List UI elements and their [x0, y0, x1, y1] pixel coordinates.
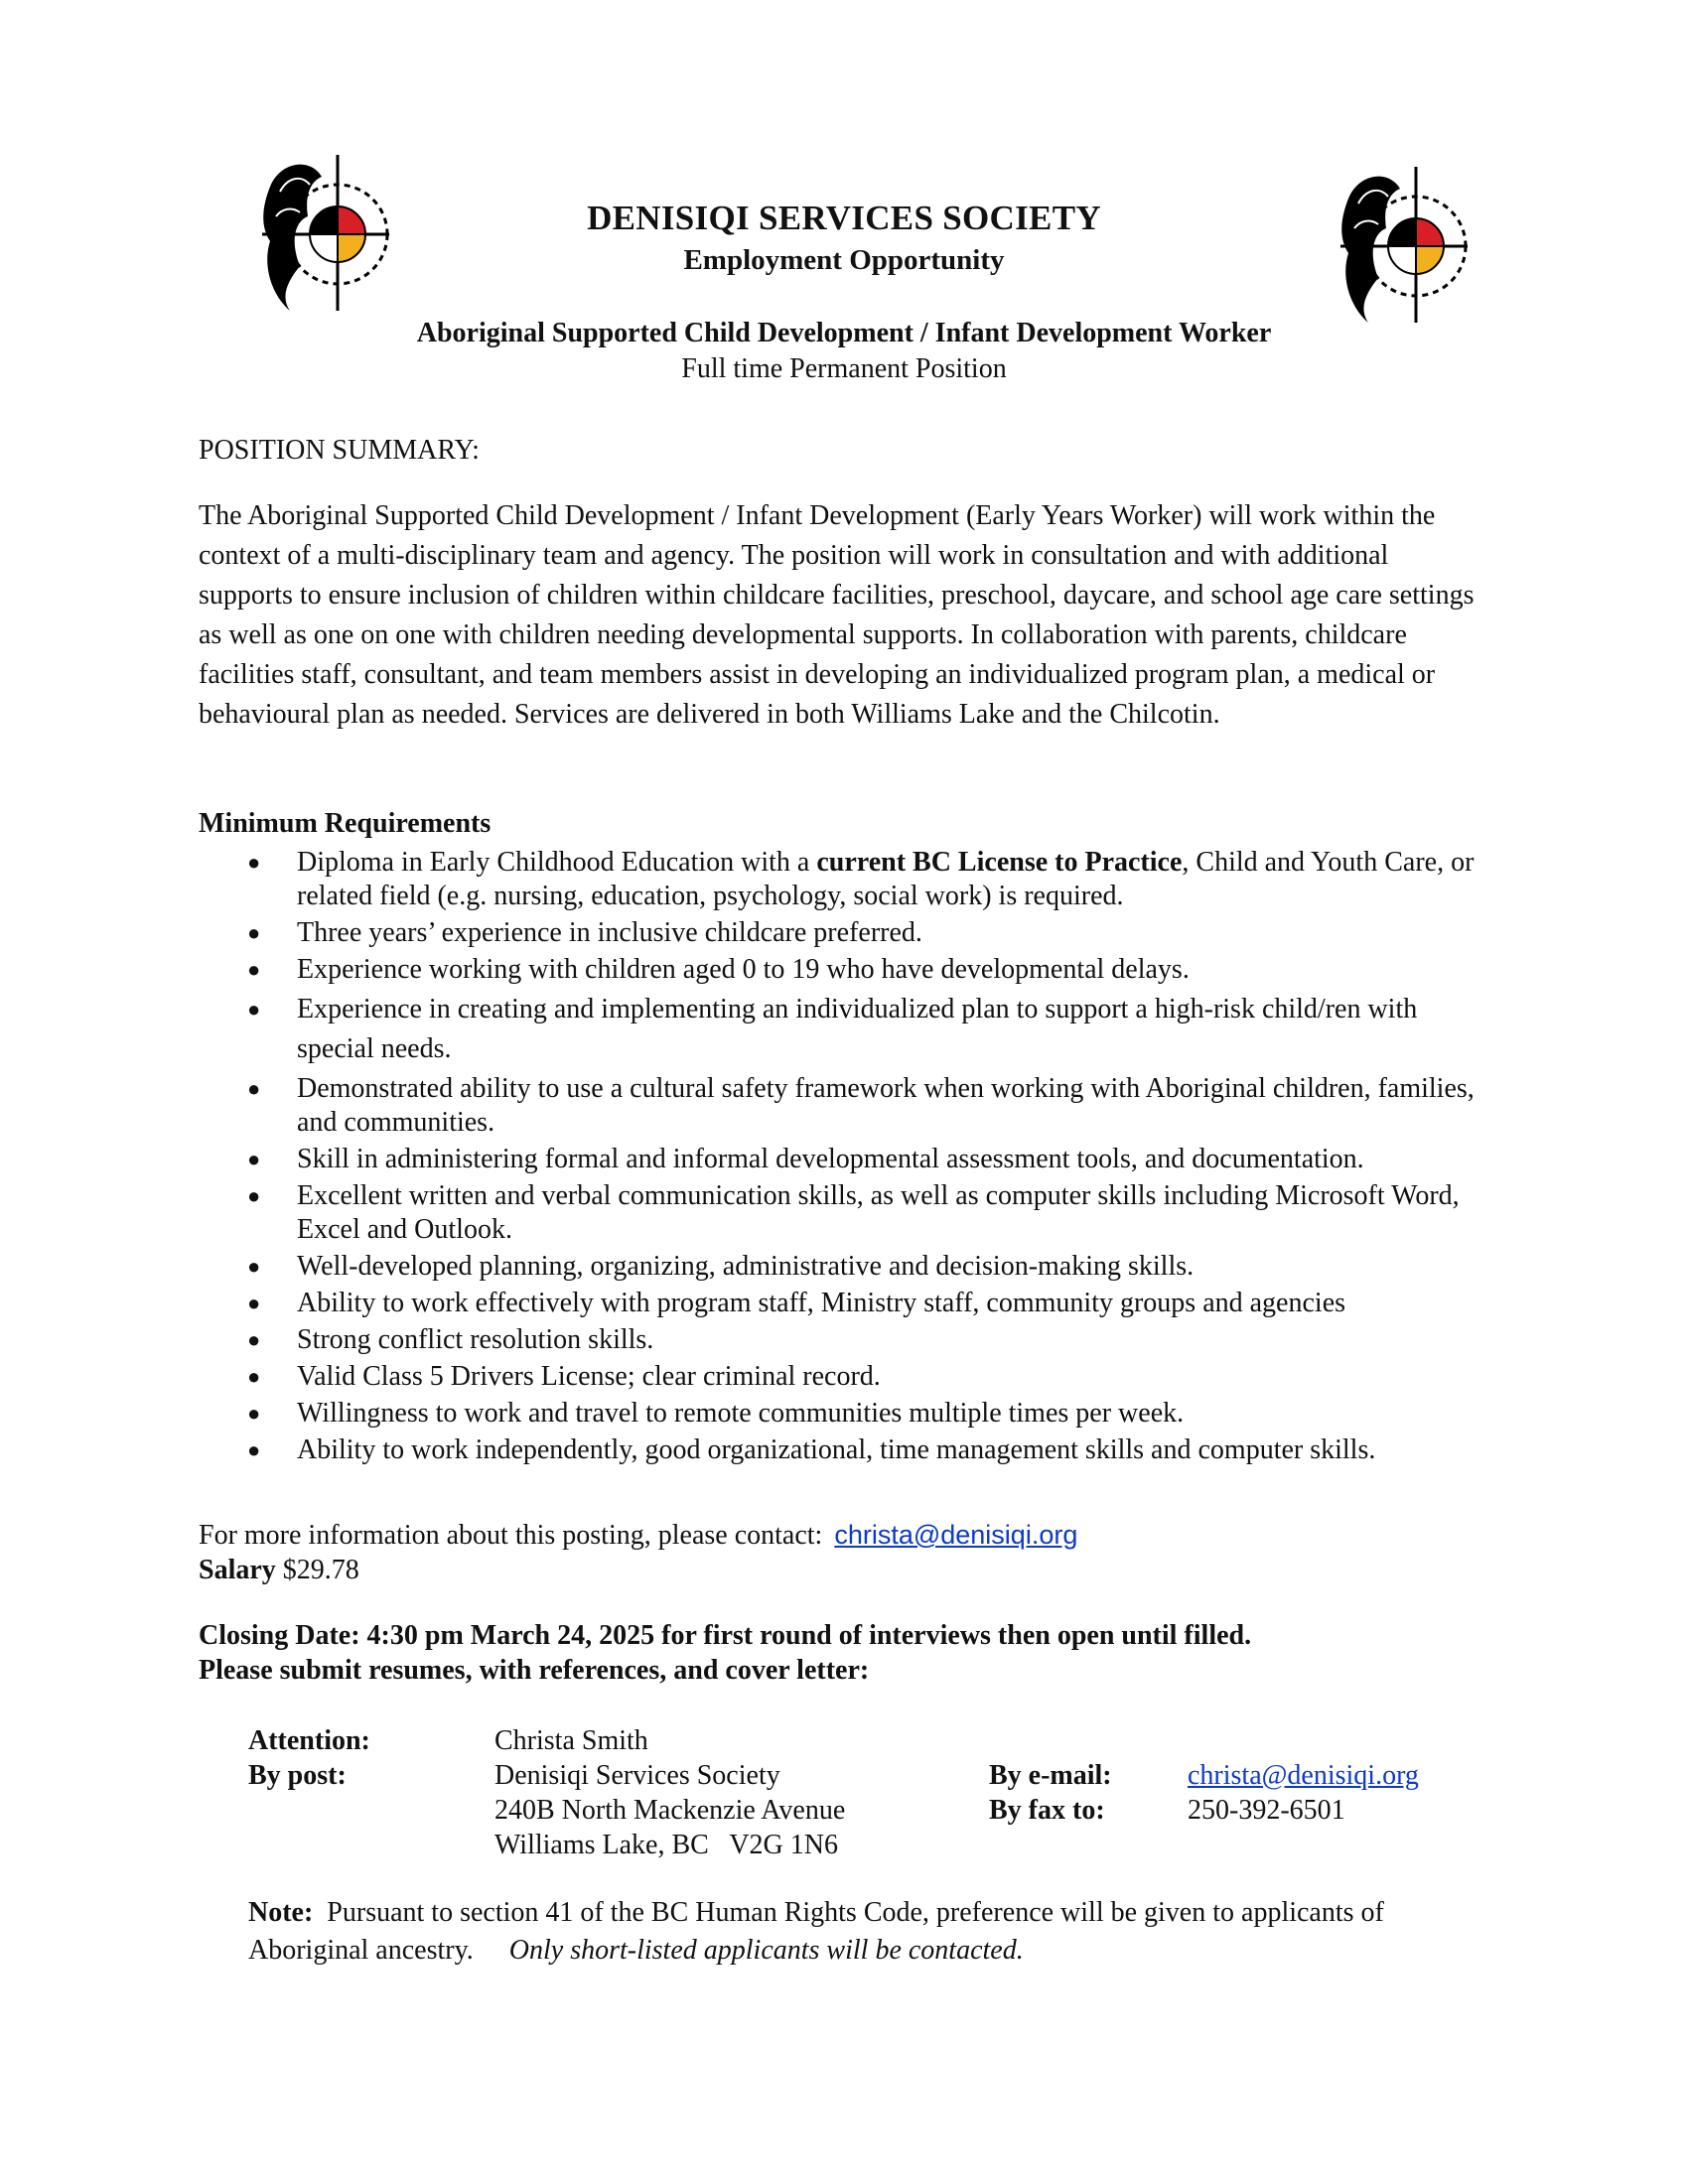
- bullet-icon: ●: [247, 1147, 261, 1171]
- electronic-labels: [989, 1758, 1112, 1828]
- contact-email-link[interactable]: christa@denisiqi.org: [834, 1520, 1078, 1550]
- bullet-icon: ●: [247, 1254, 261, 1279]
- requirement-text: Ability to work independently, good organizational, time management skills and computer skills.: [297, 1434, 1376, 1465]
- requirement-text-after: , Child and Youth Care, or related field (e.g. nursing, education, psychology, social work) is required.: [297, 847, 1475, 911]
- requirement-text: Well-developed planning, organizing, administrative and decision-making skills.: [297, 1251, 1195, 1282]
- submission-instruction: Please submit resumes, with references, and cover letter:: [199, 1655, 870, 1686]
- requirements-list: [199, 846, 1499, 1470]
- address-labels: [248, 1723, 370, 1793]
- closing-date-label: Closing Date:: [199, 1620, 360, 1651]
- requirement-item: [199, 916, 1499, 950]
- requirements-heading: Minimum Requirements: [199, 808, 492, 839]
- posting-subtitle: Employment Opportunity: [683, 244, 1005, 276]
- post-line2: 240B North Mackenzie Avenue: [494, 1795, 846, 1826]
- requirement-text: Experience working with children aged 0 to 19 who have developmental delays.: [297, 954, 1190, 985]
- contact-text: For more information about this posting, please contact:: [199, 1520, 823, 1551]
- address-values: [494, 1723, 845, 1862]
- bullet-icon: ●: [247, 1401, 261, 1426]
- requirement-text: Experience in creating and implementing an individualized plan to support a high-risk child/ren with special needs.: [297, 994, 1418, 1064]
- requirement-item: [199, 1143, 1499, 1176]
- note-italic: Only short-listed applicants will be contacted.: [508, 1935, 1024, 1966]
- requirement-item: [199, 1323, 1499, 1357]
- bullet-icon: ●: [247, 957, 261, 982]
- requirement-item: [199, 846, 1499, 913]
- fax-label: By fax to:: [989, 1795, 1105, 1826]
- post-line3: Williams Lake, BC V2G 1N6: [494, 1830, 838, 1860]
- bullet-icon: ●: [247, 920, 261, 945]
- requirement-item: [199, 1179, 1499, 1247]
- requirement-item: [199, 1397, 1499, 1431]
- bullet-icon: ●: [247, 997, 261, 1022]
- requirement-text: Excellent written and verbal communication skills, as well as computer skills including Microsoft Word, Excel and Outlook.: [297, 1180, 1460, 1245]
- bullet-icon: ●: [247, 1364, 261, 1389]
- closing-date-text: 4:30 pm March 24, 2025 for first round of interviews then open until filled.: [359, 1620, 1252, 1651]
- salary-label: Salary: [199, 1555, 276, 1585]
- requirement-item: [199, 1072, 1499, 1140]
- contact-line: [199, 1515, 1499, 1556]
- bullet-icon: ●: [247, 1291, 261, 1315]
- requirement-text-before: Diploma in Early Childhood Education with a: [297, 847, 817, 878]
- requirement-text: Ability to work effectively with program staff, Ministry staff, community groups and agencies: [297, 1288, 1346, 1318]
- post-line1: Denisiqi Services Society: [494, 1760, 780, 1791]
- requirement-item: [199, 1287, 1499, 1320]
- requirement-text: Willingness to work and travel to remote communities multiple times per week.: [297, 1398, 1185, 1429]
- note-text: Pursuant to section 41 of the BC Human Rights Code, preference will be given to applicants of Aboriginal ancestry.: [248, 1897, 1390, 1966]
- summary-heading: POSITION SUMMARY:: [199, 435, 480, 466]
- requirement-text-bold: current BC License to Practice: [816, 847, 1183, 878]
- requirement-item: [199, 1360, 1499, 1394]
- position-type: Full time Permanent Position: [681, 353, 1007, 384]
- bullet-icon: ●: [247, 1327, 261, 1352]
- email-label: By e-mail:: [989, 1760, 1112, 1791]
- fax-number: 250-392-6501: [1188, 1795, 1345, 1826]
- requirement-item: [199, 1250, 1499, 1284]
- summary-text: The Aboriginal Supported Child Development / Infant Development (Early Years Worker) will work within the context of a multi-disciplinary team and agency. The position will work in consultation and with additional supports to ensure inclusion of children within childcare facilities, preschool, daycare, and school age care settings as well as one on one with children needing developmental supports. In collaboration with parents, childcare facilities staff, consultant, and team members assist in developing an individualized program plan, a medical or behavioural plan as needed. Services are delivered in both Williams Lake and the Chilcotin.: [199, 500, 1475, 730]
- closing-info: [199, 1618, 1499, 1688]
- salary-line: [199, 1551, 1499, 1590]
- note: [248, 1894, 1499, 1970]
- salary-value: $29.78: [282, 1555, 359, 1585]
- requirement-text: Three years’ experience in inclusive childcare preferred.: [297, 917, 922, 948]
- requirement-text: Valid Class 5 Drivers License; clear criminal record.: [297, 1361, 881, 1392]
- electronic-values: [1188, 1758, 1419, 1828]
- requirement-item: [199, 953, 1499, 987]
- requirement-text: Skill in administering formal and informal developmental assessment tools, and documentation.: [297, 1144, 1364, 1174]
- position-title: Aboriginal Supported Child Development / Infant Development Worker: [416, 318, 1272, 348]
- bullet-icon: ●: [247, 850, 261, 875]
- bullet-icon: ●: [247, 1076, 261, 1101]
- attention-value: Christa Smith: [494, 1725, 648, 1756]
- submission-email-link[interactable]: christa@denisiqi.org: [1188, 1760, 1419, 1791]
- requirement-item: [199, 1433, 1499, 1467]
- requirement-text: Strong conflict resolution skills.: [297, 1324, 654, 1355]
- post-label: By post:: [248, 1760, 347, 1791]
- organization-name: DENISIQI SERVICES SOCIETY: [587, 199, 1101, 237]
- bullet-icon: ●: [247, 1437, 261, 1462]
- requirement-item: [199, 990, 1499, 1069]
- attention-label: Attention:: [248, 1725, 370, 1756]
- closing-date-line: [199, 1618, 1499, 1653]
- requirement-text: Demonstrated ability to use a cultural safety framework when working with Aboriginal children, families, and communities.: [297, 1073, 1475, 1138]
- bullet-icon: ●: [247, 1183, 261, 1208]
- note-label: Note:: [248, 1897, 314, 1928]
